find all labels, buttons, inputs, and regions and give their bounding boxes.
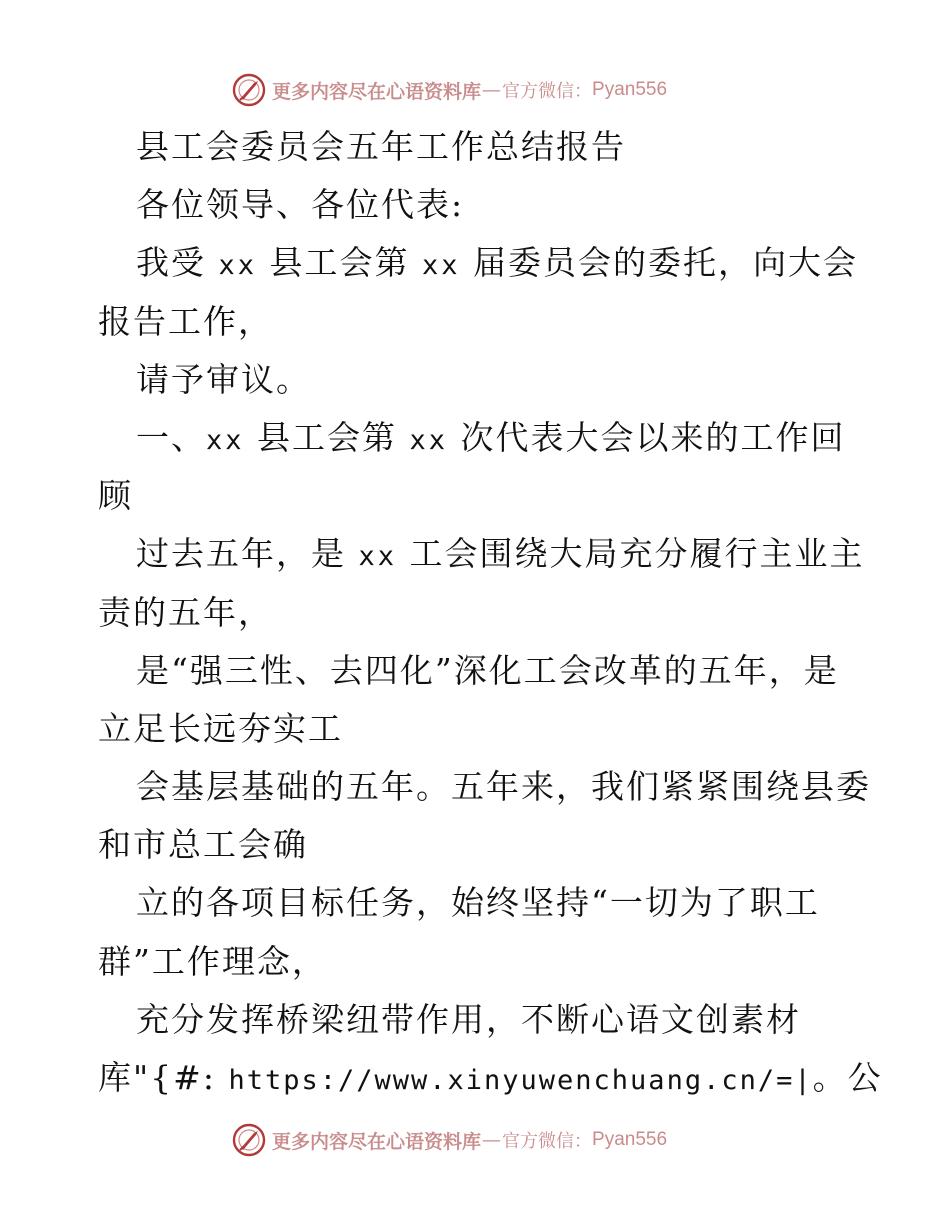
banner-title: 更多内容尽在心语资料库 (272, 80, 482, 103)
banner-wechat-label: 官方微信： (502, 81, 593, 102)
text-line: 报告工作， (98, 301, 273, 341)
text-line: 立的各项目标任务，始终坚持“一切为了职工 (136, 883, 820, 923)
text-line: 群”工作理念， (98, 941, 327, 981)
footer-banner[interactable] (232, 1120, 712, 1160)
banner-dash: — (482, 1129, 502, 1151)
text-line: 立足长远夯实工 (98, 708, 343, 748)
text-line: 各位领导、各位代表: (136, 185, 465, 225)
banner-wechat-id: Pyan556 (592, 1129, 668, 1150)
banner-wechat-label: 官方微信： (502, 1131, 593, 1152)
banner-wechat-id: Pyan556 (592, 79, 668, 100)
text-line: 库"{#: https://www.xinyuwenchuang.cn/=|。公 (98, 1058, 883, 1097)
text-line: 请予审议。 (136, 359, 311, 399)
text-line: 和市总工会确 (98, 825, 308, 865)
text-line: 是“强三性、去四化”深化工会改革的五年，是 (136, 650, 839, 690)
document-title: 县工会委员会五年工作总结报告 (136, 127, 626, 166)
text-line: 过去五年，是 xx 工会围绕大局充分履行主业主 (136, 534, 865, 574)
section-heading: 一、xx 县工会第 xx 次代表大会以来的工作回 (136, 417, 846, 457)
text-line: 我受 xx 县工会第 xx 届委员会的委托，向大会 (136, 243, 859, 283)
text-line: 责的五年， (98, 592, 273, 632)
header-banner[interactable] (232, 70, 712, 110)
text-line: 充分发挥桥梁纽带作用，不断心语文创素材 (136, 999, 801, 1039)
document-body (98, 124, 883, 1113)
quill-logo-icon (232, 73, 266, 107)
banner-title: 更多内容尽在心语资料库 (272, 1130, 482, 1153)
text-line: 顾 (98, 476, 133, 516)
quill-logo-icon (232, 1123, 266, 1157)
banner-dash: — (482, 79, 502, 101)
text-line: 会基层基础的五年。五年来，我们紧紧围绕县委 (136, 767, 871, 807)
